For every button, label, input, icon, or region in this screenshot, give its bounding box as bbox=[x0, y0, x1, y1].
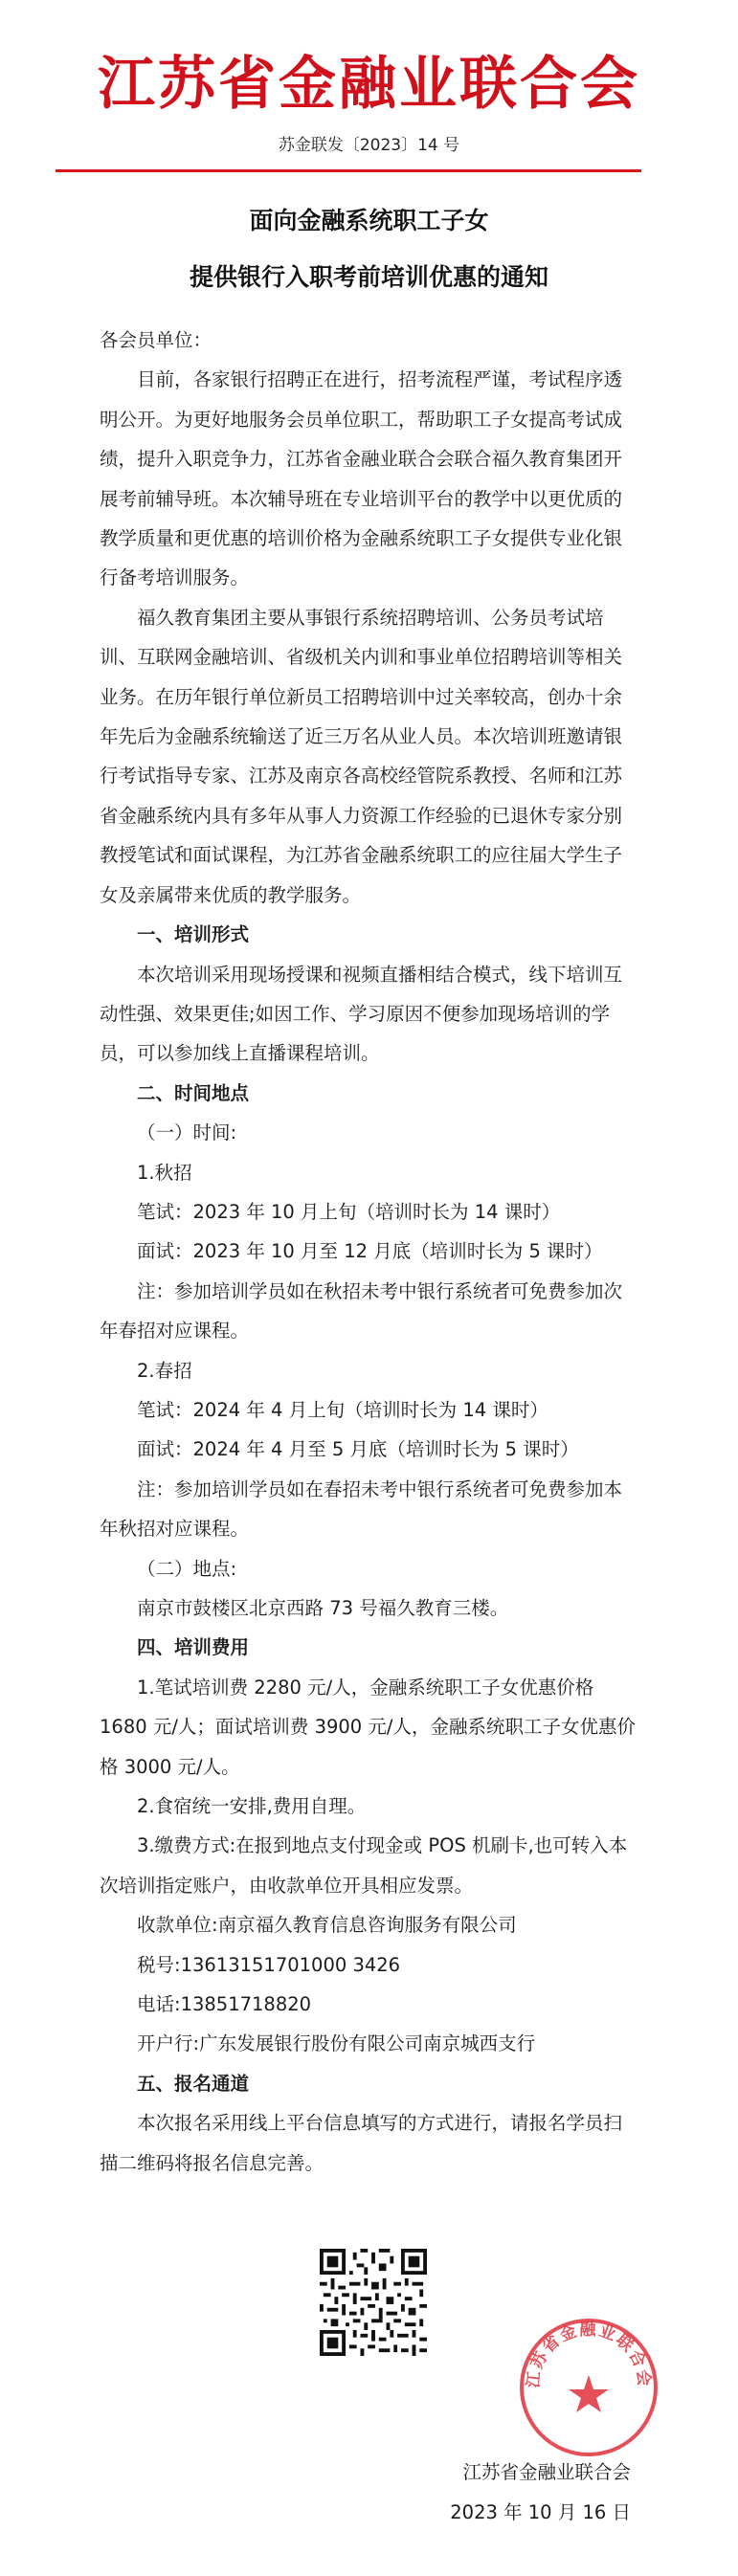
place-address: 南京市鼓楼区北京西路 73 号福久教育三楼。 bbox=[137, 1597, 509, 1619]
autumn-note: 注：参加培训学员如在秋招未考中银行系统者可免费参加次年春招对应课程。 bbox=[100, 1279, 623, 1343]
spring-note: 注：参加培训学员如在春招未考中银行系统者可免费参加本年秋招对应课程。 bbox=[100, 1477, 623, 1541]
notice-title-line-2: 提供银行入职考前培训优惠的通知 bbox=[189, 263, 548, 291]
payee-line: 收款单位:南京福久教育信息咨询服务有限公司 bbox=[137, 1914, 517, 1937]
signature-date: 2023 年 10 月 16 日 bbox=[450, 2501, 631, 2523]
paragraph-organizer: 福久教育集团主要从事银行系统招聘培训、公务员考试培训、互联网金融培训、省级机关内训和事业单位招聘培训等相关业务。在历年银行单位新员工招聘培训中过关率较高，创办十余年先后为金融系统输送了近三万名从业人员。本次培训班邀请银行考试指导专家、江苏及南京各高校经管院系教授、名师和江苏省金融系统内具有多年从事人力资源工作经验的已退休专家分别教授笔试和面试课程，为江苏省金融系统职工的应往届大学生子女及亲属带来优质的教学服务。 bbox=[100, 606, 623, 906]
autumn-recruitment-label: 1.秋招 bbox=[137, 1161, 192, 1184]
red-divider bbox=[56, 169, 641, 172]
section-heading-registration: 五、报名通道 bbox=[137, 2072, 250, 2095]
document-number: 苏金联发〔2023〕14 号 bbox=[278, 136, 460, 155]
fee-item-2: 2.食宿统一安排,费用自理。 bbox=[137, 1795, 367, 1818]
official-seal bbox=[517, 2316, 660, 2459]
issuer-letterhead: 江苏省金融业联合会 bbox=[98, 51, 640, 118]
notice-title-line-1: 面向金融系统职工子女 bbox=[249, 207, 489, 234]
spring-written-exam: 笔试：2024 年 4 月上旬（培训时长为 14 课时） bbox=[137, 1398, 548, 1421]
tax-number-line: 税号:13613151701000 3426 bbox=[137, 1953, 401, 1976]
phone-line: 电话:13851718820 bbox=[137, 1993, 312, 2016]
time-label: （一）时间: bbox=[137, 1121, 237, 1144]
registration-qr-code[interactable] bbox=[320, 2249, 427, 2356]
section-text-training-format: 本次培训采用现场授课和视频直播相结合模式，线下培训互动性强、效果更佳;如因工作、学习原因不便参加现场培训的学员，可以参加线上直播课程培训。 bbox=[100, 963, 623, 1065]
fee-item-3: 3.缴费方式:在报到地点支付现金或 POS 机刷卡,也可转入本次培训指定账户，由收款单位开具相应发票。 bbox=[100, 1834, 628, 1897]
spring-recruitment-label: 2.春招 bbox=[137, 1359, 192, 1382]
place-label: （二）地点: bbox=[137, 1557, 237, 1580]
section-heading-time-place: 二、时间地点 bbox=[137, 1081, 250, 1104]
fee-item-1: 1.笔试培训费 2280 元/人，金融系统职工子女优惠价格 1680 元/人；面试培训费 3900 元/人，金融系统职工子女优惠价格 3000 元/人。 bbox=[100, 1676, 636, 1778]
section-heading-training-format: 一、培训形式 bbox=[137, 923, 250, 946]
signature-organization: 江苏省金融业联合会 bbox=[462, 2461, 631, 2483]
salutation: 各会员单位： bbox=[100, 329, 212, 351]
section-text-registration: 本次报名采用线上平台信息填写的方式进行，请报名学员扫描二维码将报名信息完善。 bbox=[100, 2112, 623, 2174]
autumn-interview: 面试：2023 年 10 月至 12 月底（培训时长为 5 课时） bbox=[137, 1240, 603, 1263]
paragraph-intro: 目前，各家银行招聘正在进行，招考流程严谨，考试程序透明公开。为更好地服务会员单位职工，帮助职工子女提高考试成绩，提升入职竞争力，江苏省金融业联合会联合福久教育集团开展考前辅导班。本次辅导班在专业培训平台的教学中以更优质的教学质量和更优惠的培训价格为金融系统职工子女提供专业化银行备考培训服务。 bbox=[100, 368, 623, 589]
section-heading-fees: 四、培训费用 bbox=[137, 1636, 250, 1659]
notice-body bbox=[100, 321, 636, 2183]
autumn-written-exam: 笔试：2023 年 10 月上旬（培训时长为 14 课时） bbox=[137, 1200, 561, 1223]
bank-line: 开户行:广东发展银行股份有限公司南京城西支行 bbox=[137, 2032, 536, 2055]
spring-interview: 面试：2024 年 4 月至 5 月底（培训时长为 5 课时） bbox=[137, 1438, 579, 1461]
svg-text:江苏省金融业联合会: 江苏省金融业联合会 bbox=[524, 2320, 654, 2389]
